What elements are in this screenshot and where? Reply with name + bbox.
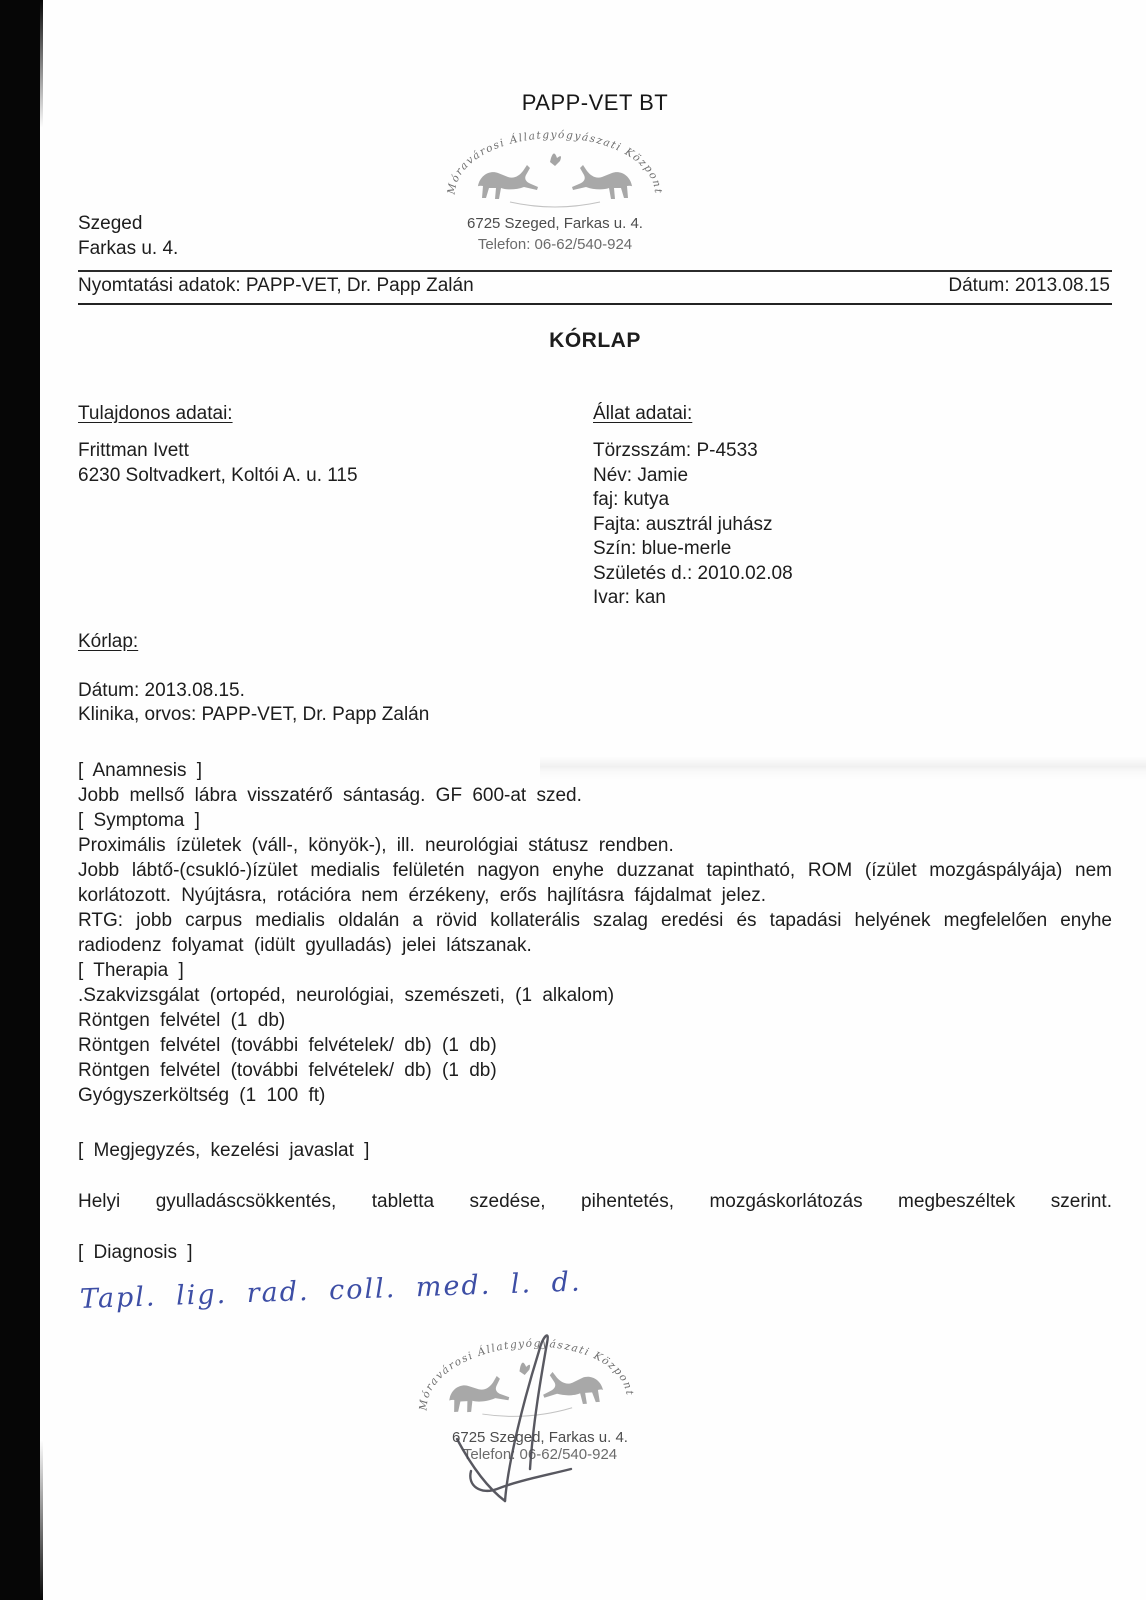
animal-field: faj: kutya — [593, 489, 670, 510]
print-info-bar — [78, 270, 1112, 305]
print-info-text: Nyomtatási adatok: PAPP-VET, Dr. Papp Zalán — [78, 275, 474, 296]
animal-section — [593, 403, 1112, 611]
owner-name: Frittman Ivett — [78, 440, 189, 461]
record-body — [78, 758, 1112, 1108]
animal-field: Ivar: kan — [593, 587, 666, 608]
anamnesis-text: Jobb mellső lábra visszatérő sántaság. GF 600-at szed. — [78, 784, 582, 806]
stamp-address: 6725 Szeged, Farkas u. 4. — [467, 215, 643, 232]
details-columns — [78, 403, 1112, 611]
animal-heading: Állat adatai: — [593, 403, 693, 424]
record-clinic: Klinika, orvos: PAPP-VET, Dr. Papp Zalán — [78, 704, 430, 725]
stamp-phone: Telefon: 06-62/540-924 — [477, 236, 633, 253]
therapia-line: Röntgen felvétel (további felvételek/ db) (1 db) — [78, 1034, 497, 1056]
therapia-line: .Szakvizsgálat (ortopéd, neurológiai, szemészeti, (1 alkalom) — [78, 984, 615, 1006]
clinic-stamp-icon — [440, 120, 670, 220]
owner-address: 6230 Soltvadkert, Koltói A. u. 115 — [78, 464, 358, 486]
animal-field: Szín: blue-merle — [593, 538, 732, 559]
clinic-address-block — [78, 212, 178, 261]
diagnosis-label: [ Diagnosis ] — [78, 1241, 193, 1263]
record-date: Dátum: 2013.08.15. — [78, 679, 245, 701]
notes-text: Helyi gyulladáscsökkentés, tabletta szedése, pihentetés, mozgáskorlátozás megbeszéltek szerint. — [78, 1190, 1112, 1212]
scan-edge-artifact — [0, 0, 40, 1600]
therapia-label: [ Therapia ] — [78, 959, 184, 981]
document-content — [78, 0, 1112, 1463]
anamnesis-label: [ Anamnesis ] — [78, 759, 203, 781]
clinic-name: PAPP-VET BT — [521, 90, 669, 115]
letterhead — [78, 0, 1112, 270]
page-title: KÓRLAP — [549, 329, 641, 352]
clinic-city: Szeged — [78, 213, 143, 234]
record-heading: Kórlap: — [78, 630, 139, 652]
owner-section — [78, 403, 593, 611]
owner-heading: Tulajdonos adatai: — [78, 403, 233, 424]
animal-field: Név: Jamie — [593, 464, 689, 486]
animal-field: Fajta: ausztrál juhász — [593, 513, 773, 535]
animal-field: Törzsszám: P-4533 — [593, 440, 758, 461]
diagnosis-handwriting: Tapl. lig. rad. coll. med. l. d. — [79, 1265, 583, 1315]
stamp-address: 6725 Szeged, Farkas u. 4. — [452, 1428, 628, 1446]
clinic-stamp-icon — [407, 1321, 643, 1437]
therapia-line: Röntgen felvétel (1 db) — [78, 1009, 286, 1031]
stamp-phone: Telefon: 06-62/540-924 — [462, 1445, 618, 1463]
therapia-line: Gyógyszerköltség (1 100 ft) — [78, 1084, 326, 1106]
symptoma-line: Proximális ízületek (váll-, könyök-), ill. neurológiai státusz rendben. — [78, 834, 674, 856]
notes-label: [ Megjegyzés, kezelési javaslat ] — [78, 1139, 370, 1161]
record-meta — [78, 679, 1112, 728]
animal-field: Születés d.: 2010.02.08 — [593, 562, 793, 584]
symptoma-label: [ Symptoma ] — [78, 809, 200, 831]
clinic-street: Farkas u. 4. — [78, 237, 179, 259]
symptoma-paragraph: Jobb lábtő-(csukló-)ízület medialis felületén nagyon enyhe duzzanat tapintható, ROM (ízület mozgáspályája) nem korlátozott. Nyújtásra, rotációra nem érzékeny, erős hajlításra fájdalmat jelez. — [78, 859, 1112, 906]
therapia-line: Röntgen felvétel (további felvételek/ db) (1 db) — [78, 1059, 497, 1081]
print-date: Dátum: 2013.08.15 — [948, 275, 1110, 296]
rtg-paragraph: RTG: jobb carpus medialis oldalán a rövid kollaterális szalag eredési és tapadási helyének megfelelően enyhe radiodenz folyamat (idült gyulladás) jelei látszanak. — [78, 909, 1112, 956]
footer-stamp-block — [410, 1329, 670, 1463]
